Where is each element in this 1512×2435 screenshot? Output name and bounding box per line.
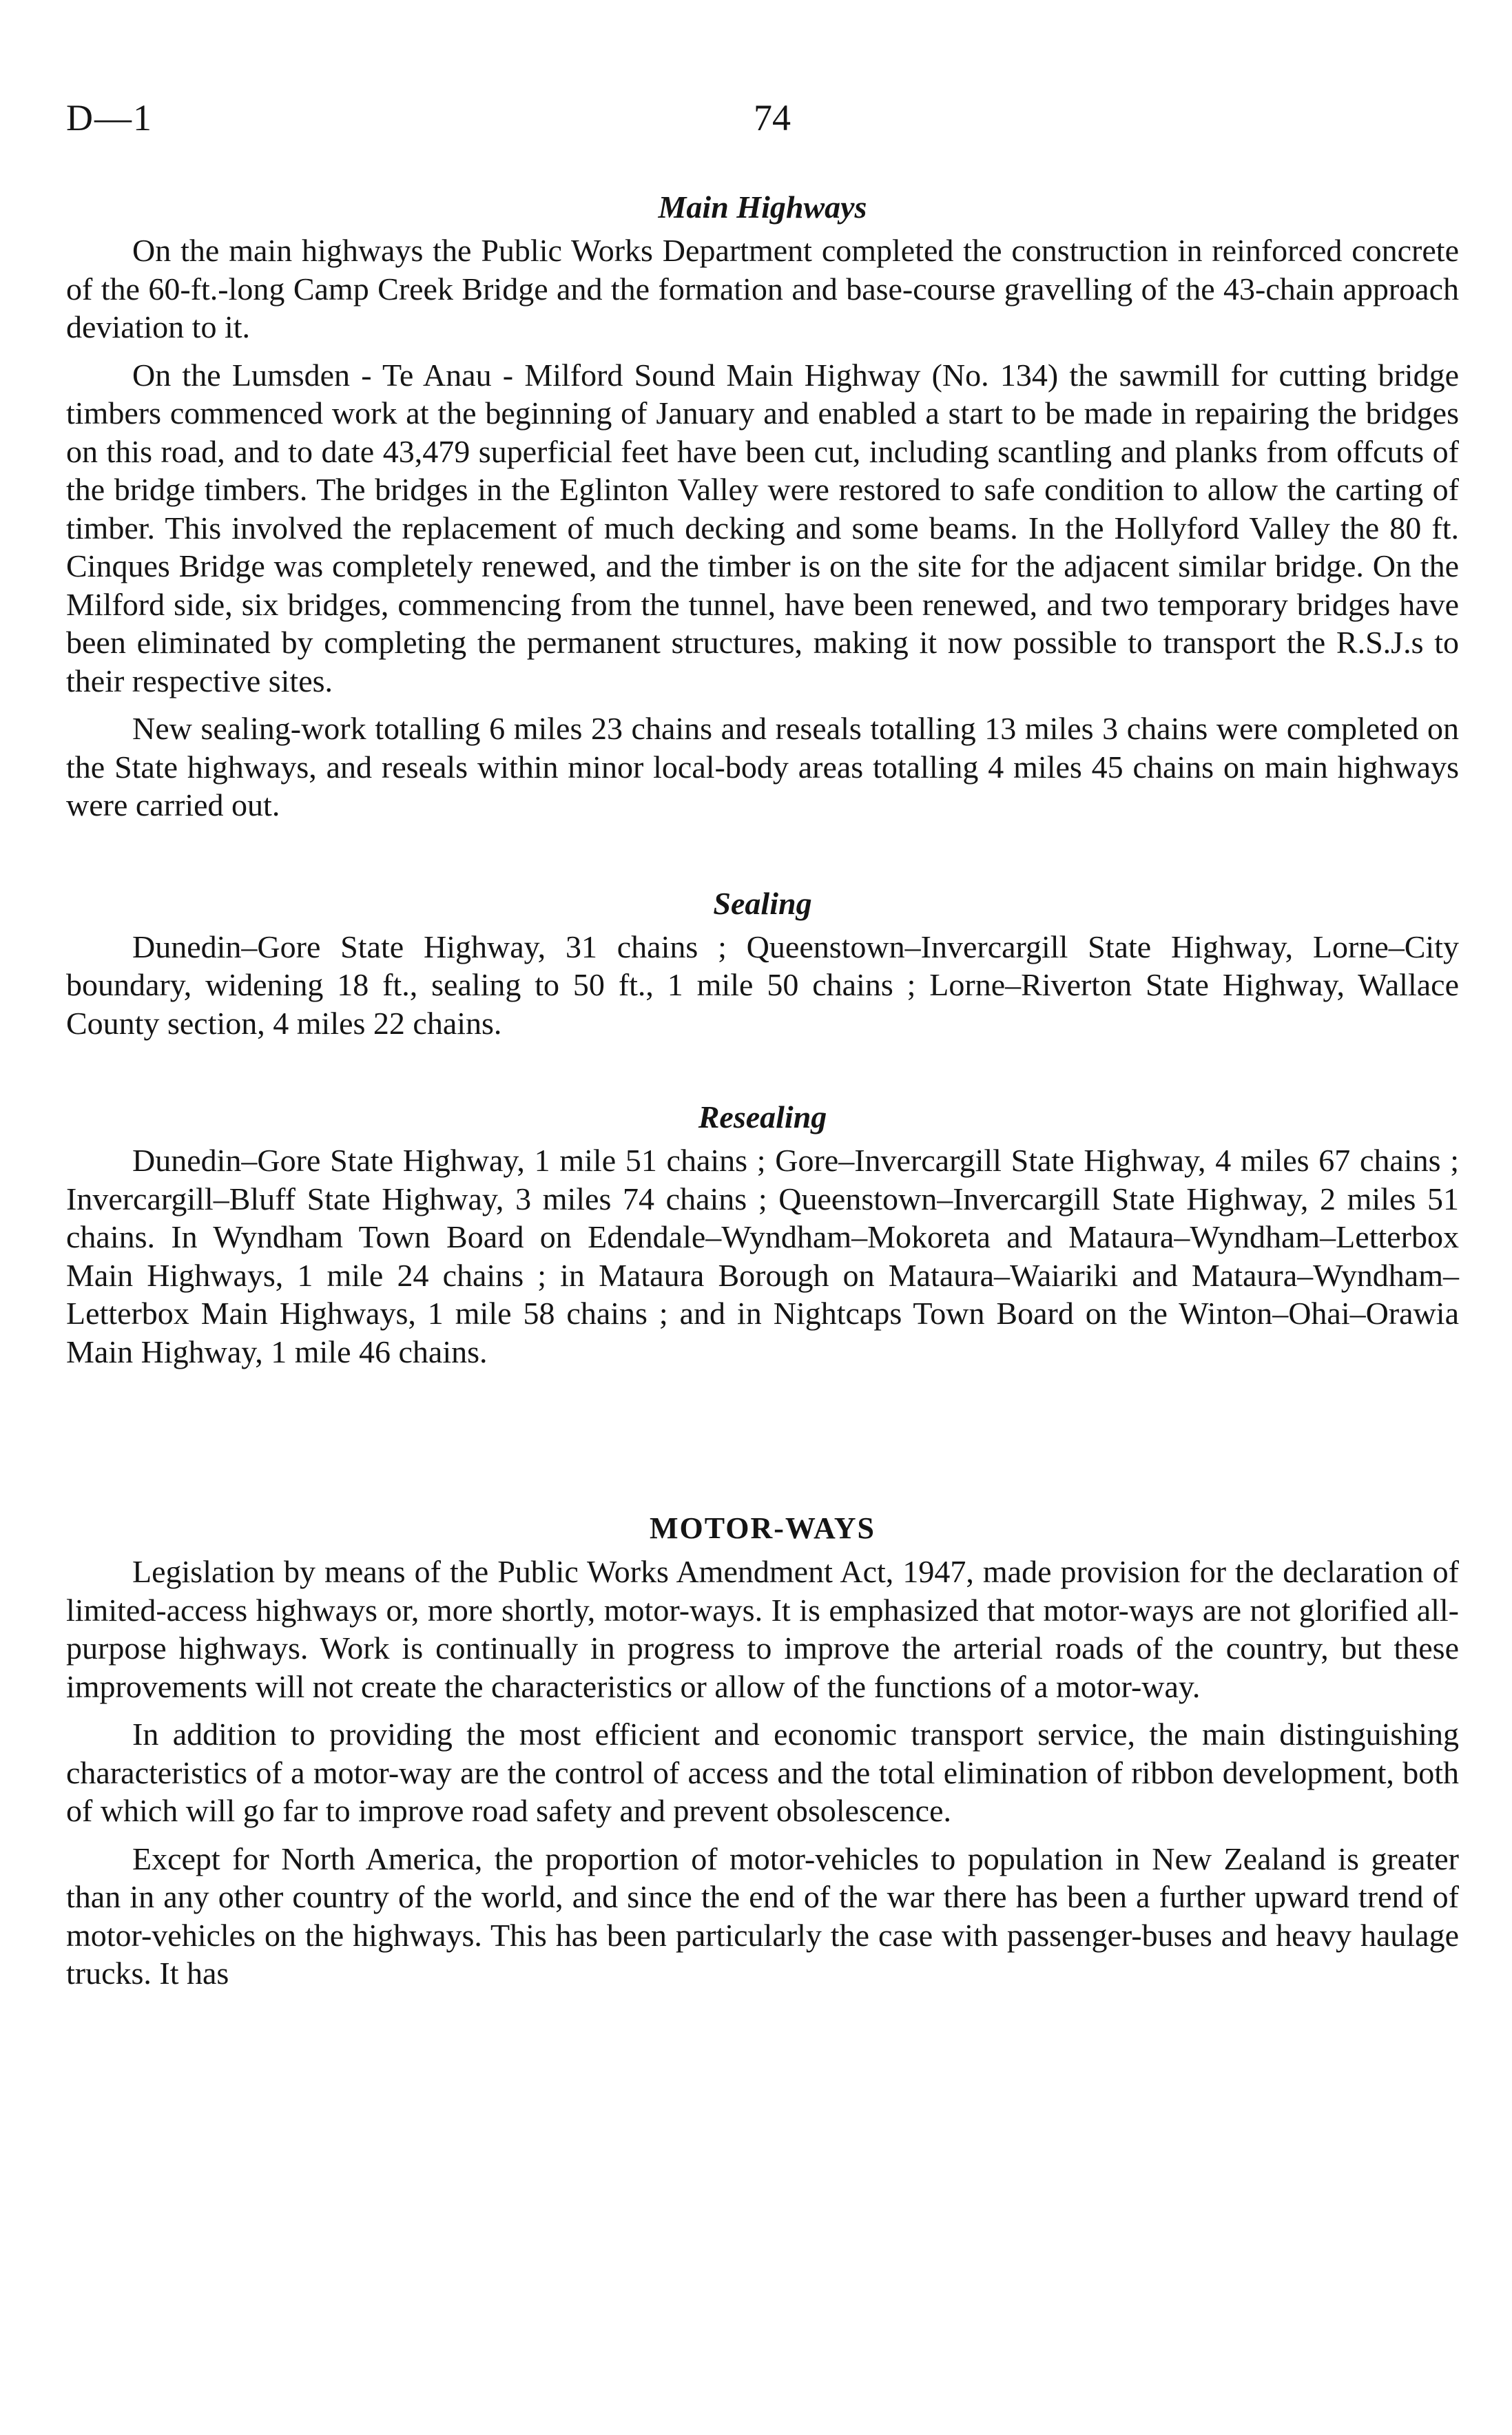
document-reference: D—1 bbox=[66, 97, 153, 138]
resealing-heading: Resealing bbox=[698, 1099, 827, 1134]
sealing-heading: Sealing bbox=[713, 885, 812, 921]
motor-ways-paragraph-1: Legislation by means of the Public Works Amendment Act, 1947, made provision for the declaration of limited-access highways or, more shortly, motor-ways. It is emphasized that motor-ways are not glorified all-purpose highways. Work is continually in progress to improve the arterial roads of the country, but these improvements will not create the characteristics or allow of the functions of a motor-way. bbox=[66, 1554, 1459, 1704]
main-highways-paragraph-2: On the Lumsden - Te Anau - Milford Sound Main Highway (No. 134) the sawmill for cutting bridge timbers commenced work at the beginning of January and enabled a start to be made in repairing the bridges on this road, and to date 43,479 superficial feet have been cut, including scantling and planks from offcuts of the bridge timbers. The bridges in the Eglinton Valley were restored to safe condition to allow the carting of timber. This involved the replacement of much decking and some beams. In the Hollyford Valley the 80 ft. Cinques Bridge was completely renewed, and the timber is on the site for the adjacent similar bridge. On the Milford side, six bridges, commencing from the tunnel, have been renewed, and two temporary bridges have been eliminated by completing the permanent structures, making it now possible to transport the R.S.J.s to their respective sites. bbox=[66, 357, 1459, 698]
resealing-section bbox=[66, 1097, 1459, 1371]
page-body bbox=[66, 187, 1459, 1993]
motor-ways-heading: MOTOR-WAYS bbox=[649, 1511, 876, 1545]
main-highways-heading: Main Highways bbox=[658, 189, 867, 225]
motor-ways-section bbox=[66, 1509, 1459, 1993]
resealing-paragraph: Dunedin–Gore State Highway, 1 mile 51 chains ; Gore–Invercargill State Highway, 4 miles 67 chains ; Invercargill–Bluff State Highway, 3 miles 74 chains ; Queenstown–Invercargill State Highway, 2 miles 51 chains. In Wyndham Town Board on Edendale–Wyndham–Mokoreta and Mataura–Wyndham–Letterbox Main Highways, 1 mile 24 chains ; in Mataura Borough on Mataura–Waiariki and Mataura–Wyndham–Letterbox Main Highways, 1 mile 58 chains ; and in Nightcaps Town Board on the Winton–Ohai–Orawia Main Highway, 1 mile 46 chains. bbox=[66, 1143, 1459, 1369]
page-number: 74 bbox=[754, 97, 791, 138]
main-highways-section bbox=[66, 187, 1459, 825]
motor-ways-paragraph-2: In addition to providing the most efficient and economic transport service, the main distinguishing characteristics of a motor-way are the control of access and the total elimination of ribbon development, both of which will go far to improve road safety and prevent obsolescence. bbox=[66, 1717, 1459, 1828]
section-spacer bbox=[66, 1042, 1459, 1097]
motor-ways-paragraph-3: Except for North America, the proportion of motor-vehicles to population in New Zealand is greater than in any other country of the world, and since the end of the war there has been a further upward trend of motor-vehicles on the highways. This has been particularly the case with passenger-buses and heavy haulage trucks. It has bbox=[66, 1841, 1459, 1991]
sealing-paragraph: Dunedin–Gore State Highway, 31 chains ; Queenstown–Invercargill State Highway, Lorne–City boundary, widening 18 ft., sealing to 50 ft., 1 mile 50 chains ; Lorne–Riverton State Highway, Wallace County section, 4 miles 22 chains. bbox=[66, 929, 1459, 1041]
main-highways-paragraph-1: On the main highways the Public Works Department completed the construction in reinforced concrete of the 60-ft.-long Camp Creek Bridge and the formation and base-course gravelling of the 43-chain approach deviation to it. bbox=[66, 233, 1459, 344]
sealing-section bbox=[66, 884, 1459, 1043]
main-highways-paragraph-3: New sealing-work totalling 6 miles 23 chains and reseals totalling 13 miles 3 chains were completed on the State highways, and reseals within minor local-body areas totalling 4 miles 45 chains on main highways were carried out. bbox=[66, 711, 1459, 822]
section-spacer bbox=[66, 1371, 1459, 1509]
section-spacer bbox=[66, 825, 1459, 884]
page-header bbox=[66, 96, 1458, 145]
